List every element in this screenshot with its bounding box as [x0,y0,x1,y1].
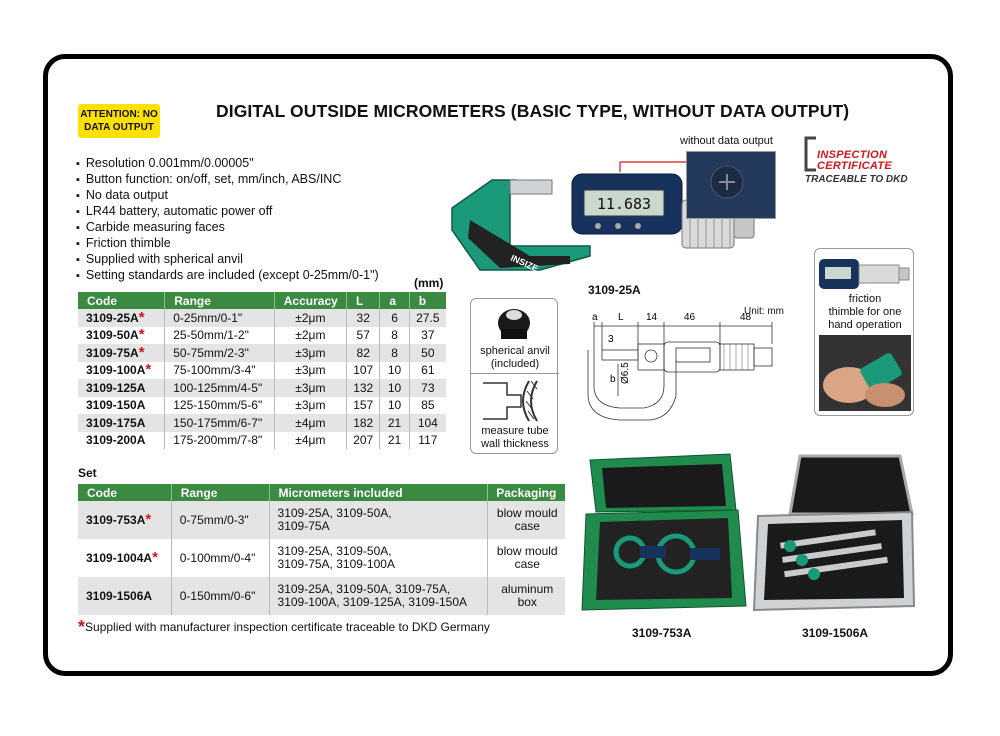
spec-cell-code [78,397,165,415]
feature-list [76,156,379,284]
set-cell-packaging [487,539,565,577]
spec-cell-range [165,397,275,415]
spec-cell-l [347,414,380,432]
set-row [78,577,565,615]
detail-inset-image [687,152,775,218]
spec-cell-b-text: 27.5 [416,310,440,325]
spec-cell-b-text: 85 [421,398,435,413]
spec-cell-accuracy-text: ±4μm [295,433,326,448]
spec-cell-b [409,414,446,432]
button-icon [615,223,621,229]
spec-cell-range [165,379,275,397]
set-col-header-packaging: Packaging [487,484,565,501]
spec-cell-l-text: 57 [356,328,370,343]
col-header-a: a [380,292,409,309]
page-title: DIGITAL OUTSIDE MICROMETERS (BASIC TYPE, WITHOUT DATA OUTPUT) [216,101,850,121]
spec-cell-l-text: 107 [353,363,374,378]
spec-cell-a-text: 6 [391,310,398,325]
spherical-anvil-icon [489,305,539,343]
spec-cell-l [347,344,380,362]
spec-cell-b [409,344,446,362]
spec-cell-l-text: 207 [353,433,374,448]
col-header-b: b [409,292,446,309]
spec-cell-range-text: 0-25mm/0-1" [173,310,243,325]
spec-table [78,292,446,449]
set-label: Set [78,466,97,480]
spec-cell-l-text: 82 [356,345,370,360]
spec-cell-accuracy-text: ±4μm [295,415,326,430]
spec-cell-b-text: 104 [417,415,438,430]
brand-logo: INSIZE [509,252,540,274]
spec-cell-code-text: 3109-100A [86,363,146,378]
spec-cell-code [78,414,165,432]
spec-row [78,362,446,380]
set-cell-code [78,501,171,539]
spec-cell-code [78,327,165,345]
spec-row [78,397,446,415]
spec-cell-range-text: 75-100mm/3-4" [173,363,256,378]
set-col-header-included: Micrometers included [269,484,487,501]
spec-row [78,414,446,432]
spec-cell-a-text: 21 [387,433,402,448]
dim-b: b [610,374,616,385]
spec-cell-b-text: 61 [421,363,435,378]
set-cell-code [78,539,171,577]
set-cell-included [269,577,487,615]
set-cell-range-text: 0-75mm/0-3" [179,512,249,527]
spec-cell-b [409,327,446,345]
callout-without-output: without data output [680,135,773,147]
spec-cell-accuracy [274,309,346,327]
set-cell-included [269,539,487,577]
col-header-code: Code [78,292,165,309]
spec-cell-l-text: 182 [353,415,374,430]
attention-badge: ATTENTION: NO DATA OUTPUT [78,104,160,138]
footnote-text: Supplied with manufacturer inspection certificate traceable to DKD Germany [85,620,490,634]
spec-cell-accuracy [274,344,346,362]
set-cell-range [171,539,269,577]
dim-14: 14 [646,312,658,323]
dim-48: 48 [740,312,752,323]
spec-cell-accuracy-text: ±3μm [295,363,326,378]
spec-cell-a-text: 8 [391,328,398,343]
set-row [78,501,565,539]
spec-cell-range [165,344,275,362]
spec-cell-l-text: 157 [353,398,374,413]
button-icon [635,223,641,229]
dim-a: a [592,312,598,323]
set-cell-packaging [487,501,565,539]
spec-cell-code-text: 3109-175A [86,415,146,430]
spec-cell-a-text: 8 [391,345,398,360]
spec-cell-code [78,432,165,450]
dim-phi: Ø6.5 [620,362,631,384]
certificate-star: * [138,308,145,326]
set-cell-code [78,577,171,615]
anvil-spindle [510,180,552,194]
spec-cell-a-text: 21 [387,415,402,430]
certificate-star: * [152,548,158,566]
feature-item: ▪ Button function: on/off, set, mm/inch, ABS/INC [76,172,379,188]
set-cell-included [269,501,487,539]
spec-cell-accuracy-text: ±3μm [295,345,326,360]
spec-cell-accuracy [274,379,346,397]
spec-cell-accuracy [274,362,346,380]
spherical-anvil-text: spherical anvil (included) [480,345,550,370]
set-table [78,484,565,615]
spec-cell-range-text: 150-175mm/6-7" [173,415,263,430]
spec-cell-a [380,397,409,415]
spec-row [78,432,446,450]
col-header-l: L [347,292,380,309]
spec-cell-code [78,362,165,380]
spec-cell-b [409,309,446,327]
certificate-star: * [145,510,152,528]
spec-cell-a-text: 10 [387,363,402,378]
main-caption: 3109-25A [588,283,641,297]
spec-cell-code-text: 3109-50A [86,328,139,343]
friction-panel [814,248,914,416]
set-cell-included-text: 3109-25A, 3109-50A, 3109-75A, 3109-100A [277,544,395,571]
spec-cell-a-text: 10 [387,380,402,395]
set-row [78,539,565,577]
feature-item: ▪ Resolution 0.001mm/0.00005" [76,156,379,172]
friction-text: friction thimble for one hand operation [828,293,902,331]
spec-cell-l [347,362,380,380]
set-cell-packaging [487,577,565,615]
set-cell-packaging-text: aluminum box [501,582,554,609]
spec-row [78,379,446,397]
spec-cell-code-text: 3109-200A [86,433,146,448]
spec-cell-range-text: 125-150mm/5-6" [173,398,263,413]
technical-drawing [580,300,800,430]
spec-cell-a [380,344,409,362]
spec-cell-accuracy-text: ±3μm [295,398,326,413]
set-cell-code-text: 3109-1004A [86,550,153,565]
spec-cell-a [380,327,409,345]
spec-cell-a [380,414,409,432]
spec-unit: (mm) [414,276,444,290]
spec-cell-accuracy [274,397,346,415]
set-cell-packaging-text: blow mould case [496,544,558,571]
spec-row [78,309,446,327]
spec-row [78,327,446,345]
anvil-panel [470,298,558,454]
col-header-range: Range [165,292,275,309]
spec-cell-b [409,379,446,397]
spec-cell-range-text: 25-50mm/1-2" [173,328,249,343]
feature-item: ▪ No data output [76,188,379,204]
spec-cell-b [409,397,446,415]
set-body [78,501,565,615]
set-case-image-1506a [750,450,920,618]
set-caption-1506a: 3109-1506A [802,626,869,640]
set-cell-range-text: 0-150mm/0-6" [179,588,256,603]
feature-item: ▪ Setting standards are included (except 0-25mm/0-1") [76,268,379,284]
set-caption-753a: 3109-753A [632,626,692,640]
set-cell-included-text: 3109-25A, 3109-50A, 3109-75A, 3109-100A, 3109-125A, 3109-150A [277,582,468,609]
hand-operation-photo [819,335,911,411]
feature-item: ▪ Supplied with spherical anvil [76,252,379,268]
spec-cell-l [347,432,380,450]
set-col-header-code: Code [78,484,171,501]
spec-cell-range [165,362,275,380]
spec-cell-l [347,309,380,327]
spec-cell-accuracy-text: ±3μm [295,380,326,395]
spec-cell-range [165,414,275,432]
col-header-accuracy: Accuracy [274,292,346,309]
detail-inset [686,151,776,219]
spec-cell-a [380,362,409,380]
spec-cell-accuracy [274,327,346,345]
spec-cell-b-text: 73 [421,380,435,395]
certificate-subtitle: TRACEABLE TO DKD [805,174,908,185]
spec-cell-range-text: 50-75mm/2-3" [173,345,249,360]
spec-cell-code-text: 3109-150A [86,398,146,413]
spec-cell-accuracy-text: ±2μm [295,328,326,343]
spec-body [78,309,446,449]
spec-cell-accuracy [274,414,346,432]
dim-3: 3 [608,334,614,345]
set-cell-code-text: 3109-753A [86,512,146,527]
certificate-title: INSPECTION CERTIFICATE [817,149,893,172]
friction-thimble-image [819,255,911,293]
set-cell-included-text: 3109-25A, 3109-50A, 3109-75A [277,506,392,533]
dim-l: L [618,312,624,323]
spec-cell-range-text: 100-125mm/4-5" [173,380,263,395]
spec-row [78,344,446,362]
spec-cell-a [380,379,409,397]
measure-tube-icon [477,379,553,423]
spec-cell-range-text: 175-200mm/7-8" [173,433,263,448]
certificate-star: * [145,361,152,379]
spec-cell-l [347,397,380,415]
feature-item: ▪ LR44 battery, automatic power off [76,204,379,220]
spec-cell-l-text: 132 [353,380,374,395]
set-cell-range [171,577,269,615]
spec-cell-code [78,344,165,362]
spec-cell-l-text: 32 [356,310,370,325]
button-icon [595,223,601,229]
spec-cell-a [380,432,409,450]
set-col-header-range: Range [171,484,269,501]
spec-cell-code-text: 3109-25A [86,310,139,325]
spec-cell-accuracy-text: ±2μm [295,310,326,325]
spec-cell-b-text: 50 [421,345,435,360]
spec-cell-range [165,432,275,450]
set-cell-range [171,501,269,539]
spec-cell-code-text: 3109-75A [86,345,139,360]
spec-cell-range [165,309,275,327]
certificate-star: * [138,343,145,361]
drawing-unit: Unit: mm [744,306,784,317]
spec-cell-a-text: 10 [387,398,402,413]
spec-cell-l [347,327,380,345]
footnote [78,617,490,637]
set-cell-code-text: 3109-1506A [86,588,153,603]
spec-cell-code [78,309,165,327]
spec-cell-a [380,309,409,327]
lcd-readout: 11.683 [596,195,652,213]
set-cell-range-text: 0-100mm/0-4" [179,550,256,565]
feature-item: ▪ Friction thimble [76,236,379,252]
set-cell-packaging-text: blow mould case [496,506,558,533]
spec-cell-accuracy [274,432,346,450]
spec-cell-b-text: 117 [418,433,438,448]
spec-cell-b [409,362,446,380]
set-case-image-753a [580,450,750,618]
certificate-star: * [138,326,145,344]
measure-tube-text: measure tube wall thickness [481,425,549,450]
feature-item: ▪ Carbide measuring faces [76,220,379,236]
footnote-star: * [78,617,86,637]
spec-cell-l [347,379,380,397]
spec-cell-code-text: 3109-125A [86,380,146,395]
spec-cell-code [78,379,165,397]
spec-cell-b-text: 37 [421,328,435,343]
dim-46: 46 [684,312,696,323]
spec-cell-b [409,432,446,450]
spec-cell-range [165,327,275,345]
panel-divider [471,373,559,374]
